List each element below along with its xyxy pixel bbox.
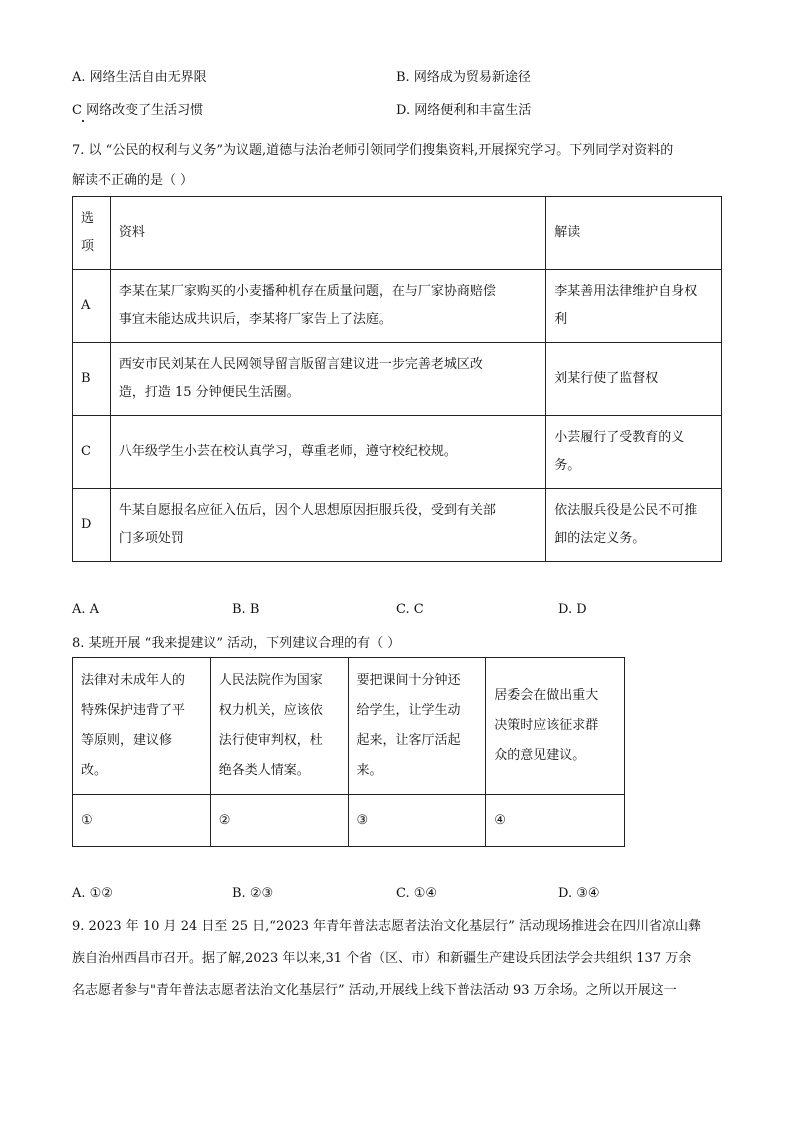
- q7-row-a-interp-l2: 利: [554, 312, 568, 327]
- q8-s1-l4: 改。: [81, 763, 108, 778]
- q7-stem: [72, 136, 722, 196]
- q7-row-b-material-l1: 西安市民刘某在人民网领导留言版留言建议进一步完善老城区改: [118, 357, 483, 372]
- q8-number-1: ①: [73, 795, 211, 847]
- q7-row-d-interp-l1: 依法服兵役是公民不可推: [554, 503, 698, 518]
- q6-option-d: D. 网络便利和丰富生活: [396, 103, 532, 118]
- q7-row-a-material-l1: 李某在某厂家购买的小麦播种机存在质量问题，在与厂家协商赔偿: [118, 284, 496, 299]
- q7-row-c-interp-l1: 小芸履行了受教育的义: [554, 430, 685, 445]
- q8-s1-l3: 等原则，建议修: [81, 733, 173, 748]
- q8-s1-l1: 法律对未成年人的: [81, 673, 186, 688]
- q7-header-row: [73, 197, 722, 270]
- q7-answer-d: D. D: [558, 602, 587, 617]
- q8-s3-l3: 起来，让客厅活起: [356, 733, 461, 748]
- stray-dot: [82, 120, 84, 122]
- q7-header-option: [73, 197, 111, 270]
- q7-row-b-material-l2: 造，打造 15 分钟便民生活圈。: [118, 385, 300, 400]
- q7-row-b-material: [110, 343, 545, 416]
- q8-stem: 8. 某班开展 “我来提建议” 活动，下列建议合理的有（ ）: [72, 636, 401, 651]
- q7-row-c-material-l1: 八年级学生小芸在校认真学习，尊重老师，遵守校纪校规。: [118, 444, 457, 459]
- q7-row-d-material-l2: 门多项处罚: [118, 531, 184, 546]
- q9-line1: 9. 2023 年 10 月 24 日至 25 日,“2023 年青年普法志愿者法治文化基层行” 活动现场推进会在四川省凉山彝: [72, 919, 701, 934]
- q7-row-d-option: D: [73, 489, 111, 562]
- q8-s2-l1: 人民法院作为国家: [218, 673, 323, 688]
- table-row: [73, 416, 722, 489]
- q8-s2-l3: 法行使审判权，杜: [218, 733, 323, 748]
- q8-s4-l2: 决策时应该征求群: [494, 718, 599, 733]
- q7-stem-line1: 7. 以 “公民的权利与义务”为议题,道德与法治老师引领同学们搜集资料,开展探究学习。下列同学对资料的: [72, 143, 674, 158]
- table-row: [73, 270, 722, 343]
- q7-row-a-interp-l1: 李某善用法律维护自身权: [554, 284, 698, 299]
- q8-number-4: ④: [486, 795, 625, 847]
- q8-suggestion-row: [73, 658, 625, 795]
- q8-number-2: ②: [210, 795, 348, 847]
- q7-answer-b: B. B: [232, 602, 260, 617]
- q7-table: [72, 196, 722, 562]
- q7-header-option-l1: 选: [81, 211, 95, 226]
- q8-s4-l1: 居委会在做出重大: [494, 688, 599, 703]
- q8-suggestion-1: [73, 658, 211, 795]
- q7-row-c-interpretation: [546, 416, 722, 489]
- q7-row-d-interp-l2: 卸的法定义务。: [554, 531, 646, 546]
- q8-number-3: ③: [348, 795, 486, 847]
- q7-row-a-material: [110, 270, 545, 343]
- q6-option-c: C 网络改变了生活习惯: [72, 103, 204, 118]
- q8-answer-b: B. ②③: [232, 886, 274, 901]
- q7-row-d-material: [110, 489, 545, 562]
- q6-option-a: A. 网络生活自由无界限: [72, 70, 207, 85]
- q7-stem-line2: 解读不正确的是（ ）: [72, 173, 194, 188]
- q8-s2-l4: 绝各类人情案。: [218, 763, 310, 778]
- q7-header-option-l2: 项: [81, 239, 95, 254]
- q8-number-row: [73, 795, 625, 847]
- q8-answer-d: D. ③④: [558, 886, 600, 901]
- q7-row-b-option: B: [73, 343, 111, 416]
- q8-answer-a: A. ①②: [72, 886, 113, 901]
- q7-row-a-option: A: [73, 270, 111, 343]
- q7-row-a-material-l2: 事宜未能达成共识后，李某将厂家告上了法庭。: [118, 312, 392, 327]
- q7-row-b-interp-l1: 刘某行使了监督权: [554, 371, 659, 386]
- q7-answer-c: C. C: [396, 602, 424, 617]
- q7-answer-a: A. A: [72, 602, 100, 617]
- q8-suggestion-4: [486, 658, 625, 795]
- q8-s2-l2: 权力机关，应该依: [218, 703, 323, 718]
- q7-row-c-material: [110, 416, 545, 489]
- q9-line3: 名志愿者参与"青年普法志愿者法治文化基层行” 活动,开展线上线下普法活动 93 万余场。之所以开展这一: [72, 983, 677, 998]
- q6-option-b: B. 网络成为贸易新途径: [396, 70, 531, 85]
- q8-s4-l3: 众的意见建议。: [494, 748, 586, 763]
- q7-header-interpretation: 解读: [546, 197, 722, 270]
- q7-row-c-interp-l2: 务。: [554, 458, 581, 473]
- table-row: [73, 489, 722, 562]
- q8-suggestion-3: [348, 658, 486, 795]
- q7-row-b-interpretation: [546, 343, 722, 416]
- q8-s1-l2: 特殊保护违背了平: [81, 703, 186, 718]
- q8-answer-c: C. ①④: [396, 886, 438, 901]
- q9-line2: 族自治州西昌市召开。据了解,2023 年以来,31 个省（区、市）和新疆生产建设兵团法学会共组织 137 万余: [72, 951, 692, 966]
- table-row: [73, 343, 722, 416]
- q8-s3-l4: 来。: [356, 763, 383, 778]
- q9-stem: [72, 911, 722, 1007]
- q8-table: [72, 657, 625, 847]
- q8-suggestion-2: [210, 658, 348, 795]
- q7-row-a-interpretation: [546, 270, 722, 343]
- q7-header-material: 资料: [110, 197, 545, 270]
- q7-row-d-material-l1: 牛某自愿报名应征入伍后，因个人思想原因拒服兵役，受到有关部: [118, 503, 496, 518]
- q7-row-d-interpretation: [546, 489, 722, 562]
- q7-row-c-option: C: [73, 416, 111, 489]
- q8-s3-l2: 给学生，让学生动: [356, 703, 461, 718]
- q8-s3-l1: 要把课间十分钟还: [356, 673, 461, 688]
